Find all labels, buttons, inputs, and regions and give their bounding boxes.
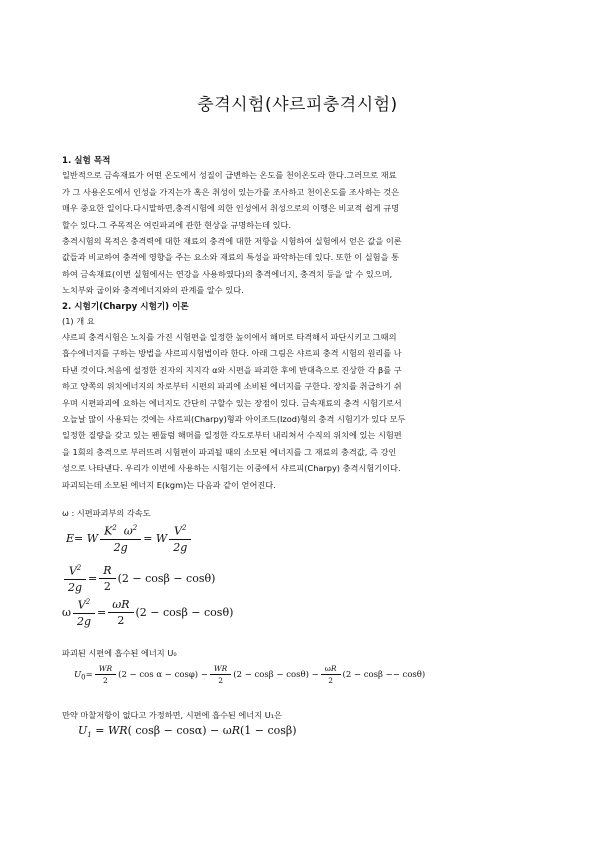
section1-line: 값들과 비교하여 충격에 영향을 주는 요소와 재료의 특성을 파악하는데 있다. 또한 이 실험을 통 (62, 252, 399, 263)
section2-line: 흡수에너지를 구하는 방법을 샤르피시험법이라 한다. 아래 그림은 샤르피 충격 시험의 원리를 나 (62, 348, 402, 359)
section2-line: 하고 양쪽의 위치에너지의 차로부터 시편의 파괴에 소비된 에너지를 구한다. 장치를 취급하기 쉬 (62, 381, 402, 392)
section1-line: 하여 금속재료(이번 실험에서는 연강을 사용하였다)의 충격에너지, 충격치 등을 알 수 있으며, (62, 268, 393, 279)
section1-body (62, 151, 534, 299)
document-title: 충격시험(샤르피충격시험) (197, 95, 398, 115)
equation-u1: $U_1 = WR$( cosβ − cosα) − ωR(1 − cosβ) (78, 724, 297, 740)
friction-label: 만약 마찰저항이 없다고 가정하면, 시편에 흡수된 에너지 U₁은 (62, 710, 282, 720)
equation-velocity: $\frac{V^2}{2g}$ = $\frac{R}{2}$ (2 − cosβ − cosθ) (62, 564, 215, 594)
section1-line: 매우 중요한 일이다.다시말하면,충격시험에 의한 인성에서 취성으로의 이행은 비교적 쉽게 규명 (62, 203, 400, 214)
section2-line: 타낸 것이다.처음에 설정한 진자의 지지각 α와 시편을 파괴한 후에 반대측으로 진상한 각 β를 구 (62, 364, 402, 375)
section2-subheading: (1) 개 요 (62, 316, 95, 326)
section2-line: 을 1회의 충격으로 부러뜨려 시험편이 파괴될 때의 소모된 에너지를 그 재료의 충격값, 즉 강인 (62, 446, 397, 457)
section1-line: 할수 있다.그 주목적은 여린파괴에 관한 현상을 규명하는데 있다. (62, 219, 292, 230)
equation-omega: ω $\frac{V^2}{2g}$ = $\frac{\omega R}{2}$ (2 − cosβ − cosθ) (62, 598, 234, 628)
section1-line: 가 그 사용온도에서 인성을 가지는가 혹은 취성이 있는가를 조사하고 천이온도를 조사하는 것은 (62, 186, 400, 197)
section2-line: 일정한 질량을 갖고 있는 펜듈럼 해머를 일정한 각도로부터 내리쳐서 수직의 위치에 있는 시험편 (62, 430, 402, 441)
section1-line: 충격시험의 목적은 충격력에 대한 재료의 충격에 대한 저항을 시험하여 실험에서 얻은 값을 이론 (62, 236, 402, 247)
section2-line: 샤르피 충격시험은 노치를 가진 시험편을 일정한 높이에서 해머로 타격해서 파단시키고 그때의 (62, 332, 397, 342)
section2-line: 오늘날 많이 사용되는 것에는 샤르피(Charpy)형과 아이조드(Izod)형의 충격 시험기가 있다 모두 (62, 414, 406, 425)
section1-heading: 1. 실험 목적 (62, 156, 111, 166)
section1-line: 일반적으로 금속재료가 어떤 온도에서 성질이 급변하는 온도를 천이온도라 한다.그러므로 재료 (62, 170, 397, 181)
fractured-energy-label: 파괴된 시편에 흡수된 에너지 U₀ (62, 648, 177, 658)
section2-line: 파괴되는데 소모된 에너지 E(kgm)는 다음과 같이 얻어진다. (62, 479, 276, 490)
section2-heading: 2. 시험기(Charpy 시험기) 이론 (62, 302, 189, 312)
equation-energy: E= W $\frac{K^2 \omega^2}{2g}$ = W $\frac{V^2}{2g}$ (66, 524, 193, 554)
section2-line: 우며 시편파괴에 요하는 에너지도 간단히 구할수 있는 장점이 있다. 금속재료의 충격 시험기로서 (62, 397, 402, 408)
section1-line: 노치부와 굽이와 충격에너지와의 관계를 알수 있다. (62, 285, 244, 296)
equation-u0: $U_0=$ $\frac{WR}{2}$ (2 − cos α − cosφ) − $\frac{WR}{2}$ (2 − cosβ − cosθ) − $\frac{\omega R}{2}$ (2 − cosβ −− cosθ) (74, 664, 426, 685)
omega-label: ω : 시편파괴부의 각속도 (62, 508, 151, 518)
section2-line: 성으로 나타낸다. 우리가 이번에 사용하는 시험기는 이중에서 샤르피(Charpy) 충격시험기이다. (62, 463, 401, 474)
section2-body (62, 329, 534, 493)
